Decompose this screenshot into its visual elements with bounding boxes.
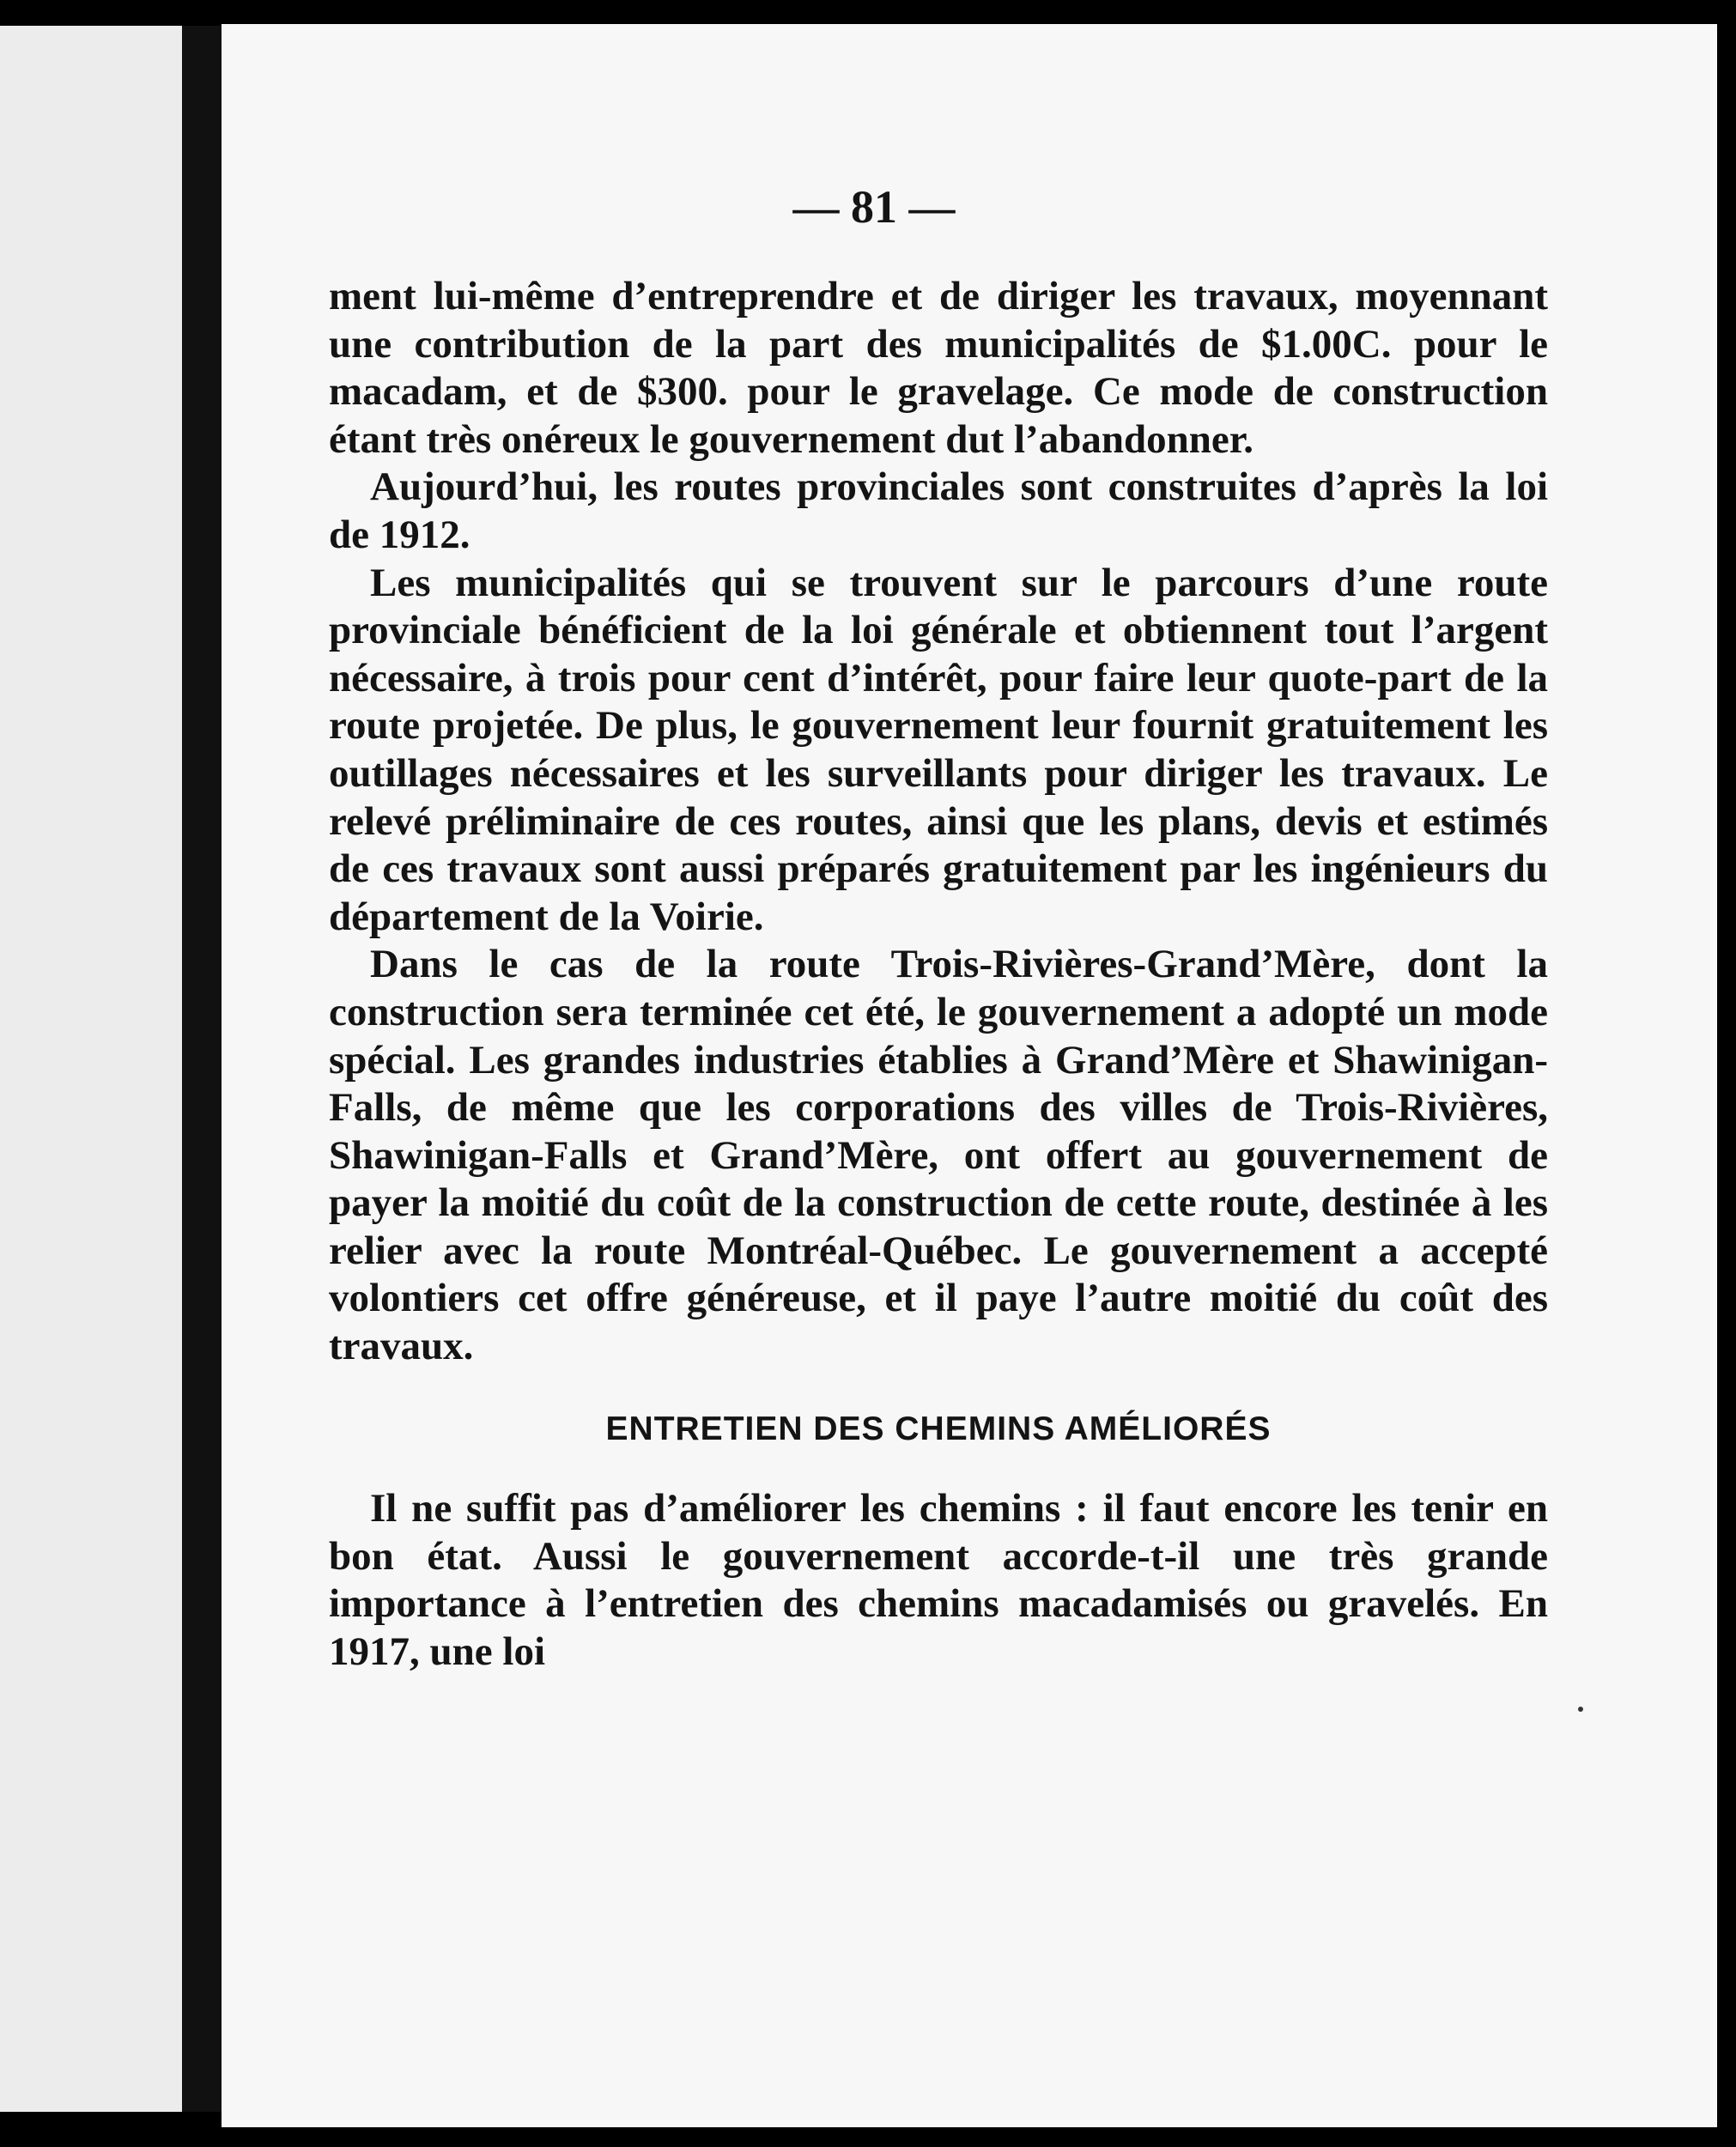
paragraph-trois-rivieres: Dans le cas de la route Trois-Rivières-Grand’Mère, dont la construction sera terminée cet été, le gouvernement a adopté un mode spécial. Les grandes industries établies à Grand’Mère et Shawinigan-Falls, de même que les corporations des villes de Trois-Rivières, Shawinigan-Falls et Grand’Mère, ont offert au gouvernement de payer la moitié du coût de la construction de cette route, destinée à les relier avec la route Montréal-Québec. Le gouvernement a accepté volontiers cet offre généreuse, et il paye l’autre moitié du coût des travaux. (329, 942, 1548, 1369)
paragraph-continuation: ment lui-même d’entreprendre et de diriger les travaux, moyennant une contribution de la part des municipalités de $1.00C. pour le macadam, et de $300. pour le gravelage. Ce mode de construction étant très onéreux le gouvernement dut l’abandonner. (329, 274, 1548, 462)
body-text (329, 273, 1548, 1677)
page-number: — 81 — (792, 181, 956, 233)
paragraph-loi-1912: Aujourd’hui, les routes provinciales sont construites d’après la loi de 1912. (329, 464, 1548, 557)
paragraph-entretien: Il ne suffit pas d’améliorer les chemins : il faut encore les tenir en bon état. Aussi le gouvernement accorde-t-il une très grande importance à l’entretien des chemins macadamisés ou gravelés. En 1917, une loi (329, 1486, 1548, 1675)
section-heading: ENTRETIEN DES CHEMINS AMÉLIORÉS (605, 1410, 1272, 1447)
paragraph-municipalites: Les municipalités qui se trouvent sur le parcours d’une route provinciale bénéficient de la loi générale et obtiennent tout l’argent nécessaire, à trois pour cent d’intérêt, pour faire leur quote-part de la route projetée. De plus, le gouvernement leur fournit gratuitement les outillages nécessaires et les surveillants pour diriger les travaux. Le relevé préliminaire de ces routes, ainsi que les plans, devis et estimés de ces travaux sont aussi préparés gratuitement par les ingénieurs du département de la Voirie. (329, 560, 1548, 939)
scanned-page (222, 24, 1717, 2127)
scan-speck (1578, 1707, 1583, 1712)
book-spine (182, 26, 222, 2112)
facing-page-edge (0, 26, 182, 2112)
